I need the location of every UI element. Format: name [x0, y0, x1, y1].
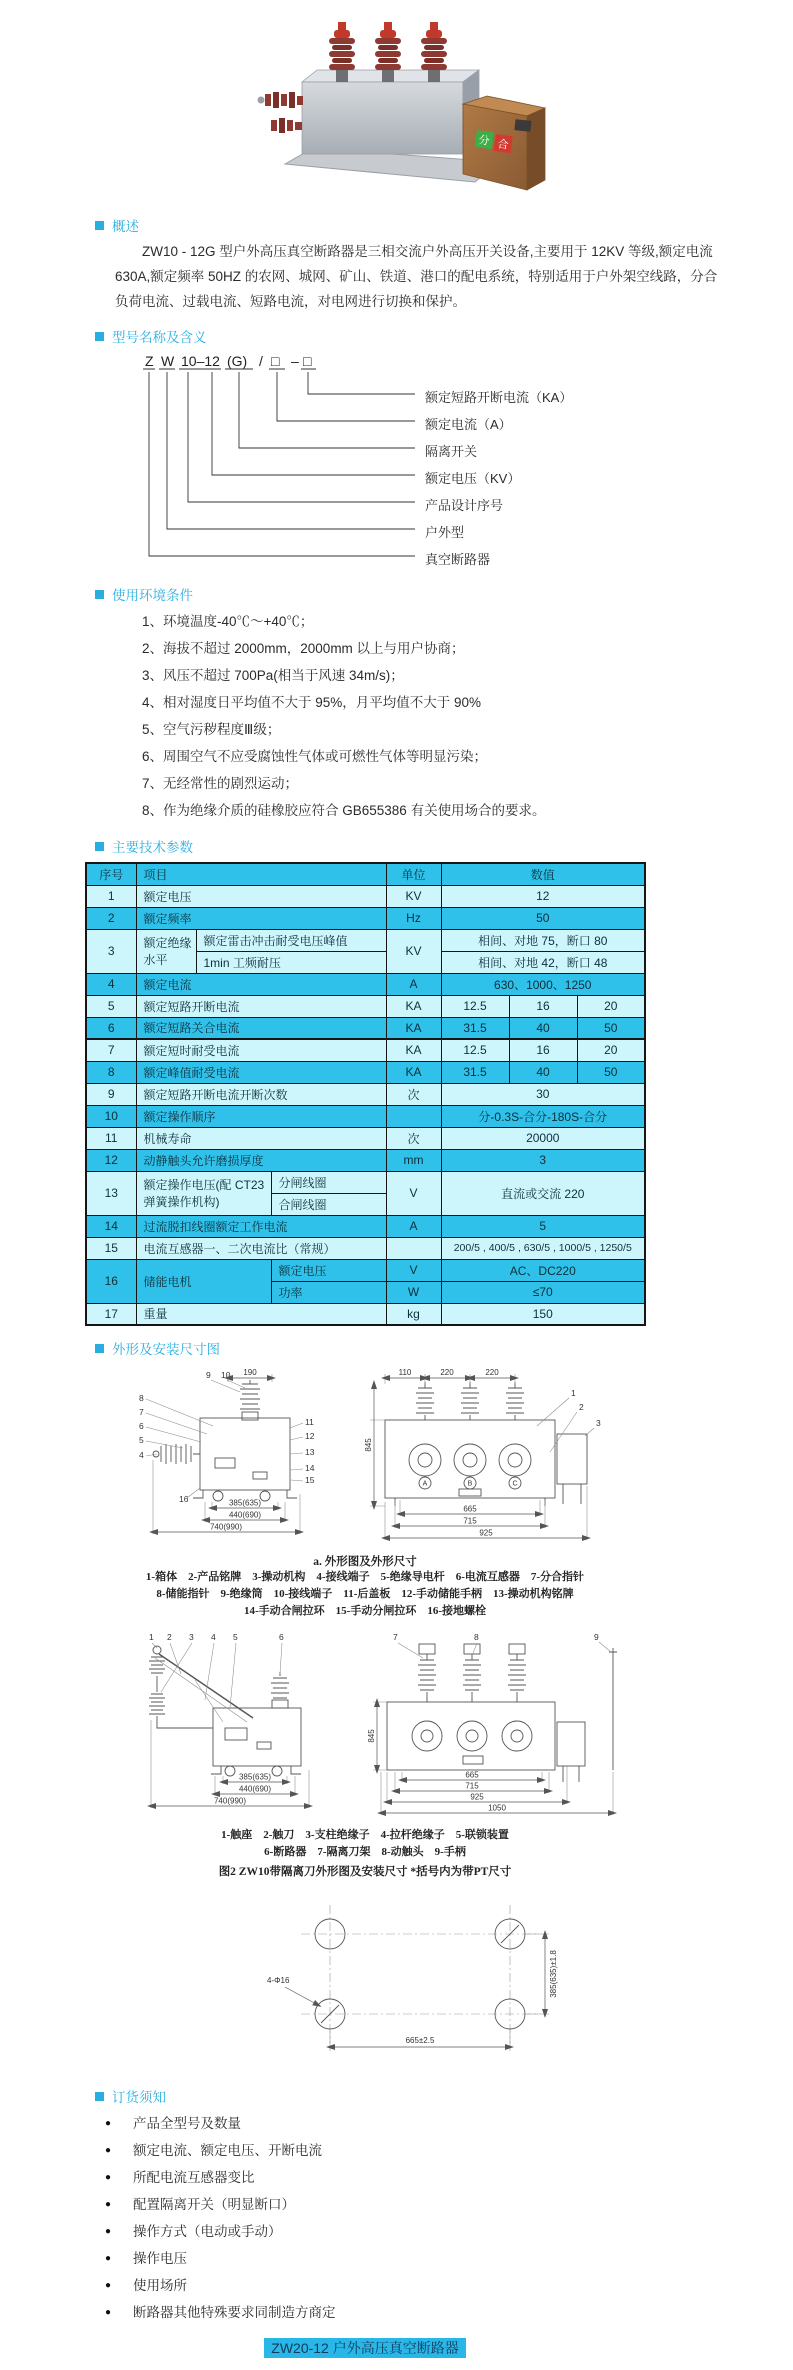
table-cell: 相间、对地 75，断口 80	[441, 929, 645, 951]
callout-number: 5	[139, 1435, 144, 1445]
dimension-label: 665±2.5	[405, 2036, 435, 2045]
section-heading-ordering	[95, 2086, 793, 2106]
figure-c	[215, 1889, 793, 2074]
ordering-note-item-text: 额定电流、额定电压、开断电流	[133, 2143, 322, 2158]
table-cell: 12	[86, 1149, 136, 1171]
phase-label: A	[422, 1480, 428, 1488]
section-title: 主要技术参数	[112, 840, 193, 855]
figure-a-drawing	[95, 1368, 635, 1546]
environment-condition-item: 6、周围空气不应受腐蚀性气体或可燃性气体等明显污染；	[142, 749, 488, 764]
table-row	[86, 885, 645, 907]
table-cell: 50	[577, 1061, 645, 1083]
table-row	[86, 973, 645, 995]
bullet-icon: ●	[105, 2145, 112, 2156]
bullet-icon: ●	[105, 2280, 112, 2291]
square-bullet-icon	[95, 332, 104, 341]
table-cell: 直流或交流 220	[441, 1171, 645, 1215]
model-label: 真空断路器	[425, 552, 491, 567]
bullet-icon: ●	[105, 2226, 112, 2237]
ordering-note-item-text: 产品全型号及数量	[133, 2116, 241, 2131]
ordering-note-item-text: 使用场所	[133, 2278, 187, 2293]
table-cell: 动静触头允许磨损厚度	[136, 1149, 386, 1171]
callout-number: 13	[305, 1447, 315, 1457]
bullet-icon: ●	[105, 2199, 112, 2210]
section-title: 使用环境条件	[112, 588, 193, 603]
table-cell: KA	[386, 1039, 441, 1061]
table-cell: 20	[577, 995, 645, 1017]
ordering-notes-list	[105, 2110, 793, 2326]
figure-legend-line: 14-手动合闸拉环 15-手动分闸拉环 16-接地螺栓	[244, 1605, 486, 1617]
section-heading-model	[95, 326, 793, 346]
table-cell: 16	[509, 995, 577, 1017]
ordering-note-item	[105, 2164, 793, 2191]
table-row	[86, 907, 645, 929]
table-cell: 额定电流	[136, 973, 386, 995]
table-cell: kg	[386, 1303, 441, 1325]
model-label: 额定电流（A）	[425, 417, 512, 432]
dimension-label: 220	[485, 1368, 499, 1377]
section-title: 型号名称及含义	[112, 330, 207, 345]
callout-number: 10	[221, 1370, 231, 1380]
ordering-note-item	[105, 2191, 793, 2218]
square-bullet-icon	[95, 1344, 104, 1353]
figure-a-caption: a. 外形图及外形尺寸	[313, 1556, 417, 1568]
table-cell: 过流脱扣线圈额定工作电流	[136, 1215, 386, 1237]
callout-number: 6	[279, 1632, 284, 1642]
photo-insulators	[329, 22, 447, 82]
table-row	[86, 1017, 645, 1039]
table-cell: 7	[86, 1039, 136, 1061]
model-label: 额定电压（KV）	[425, 471, 521, 486]
ordering-note-item-text: 配置隔离开关（明显断口）	[133, 2197, 295, 2212]
table-cell: 11	[86, 1127, 136, 1149]
figure-b	[95, 1630, 793, 1879]
photo-mechanism-box	[463, 96, 545, 190]
callout-number: 2	[167, 1632, 172, 1642]
table-cell: 15	[86, 1237, 136, 1259]
table-cell: KA	[386, 995, 441, 1017]
table-cell: KA	[386, 1061, 441, 1083]
table-row	[86, 1061, 645, 1083]
dimension-label: 740(990)	[209, 1522, 243, 1532]
table-cell: mm	[386, 1149, 441, 1171]
callout-number: 15	[305, 1475, 315, 1485]
callout-number: 8	[139, 1393, 144, 1403]
model-label: 产品设计序号	[425, 498, 504, 513]
square-bullet-icon	[95, 221, 104, 230]
table-cell: 储能电机	[136, 1259, 271, 1303]
model-code-part: /	[259, 353, 263, 369]
table-cell: 630、1000、1250	[441, 973, 645, 995]
table-row	[86, 1039, 645, 1061]
section-title: 概述	[112, 219, 139, 234]
figure-legend-line: 8-储能指针 9-绝缘筒 10-接线端子 11-后盖板 12-手动储能手柄 13-操动机构铭牌	[156, 1588, 574, 1600]
model-code-part: □	[271, 353, 280, 369]
model-code-part: 10–12	[181, 353, 220, 369]
bullet-icon: ●	[105, 2253, 112, 2264]
table-cell: AC、DC220	[441, 1259, 645, 1281]
ordering-note-item-text: 操作方式（电动或手动）	[133, 2224, 282, 2239]
hole-callout-label: 4-Φ16	[267, 1976, 290, 1985]
dimension-label: 665	[463, 1504, 477, 1514]
table-row	[86, 1259, 645, 1281]
table-cell: 8	[86, 1061, 136, 1083]
column-header: 项目	[136, 863, 386, 885]
column-header: 序号	[86, 863, 136, 885]
figure-c-drawing	[215, 1889, 595, 2069]
table-cell: 额定短路关合电流	[136, 1017, 386, 1039]
table-cell: 额定操作电压(配 CT23 弹簧操作机构)	[136, 1171, 271, 1215]
callout-number: 12	[305, 1431, 315, 1441]
table-cell: 16	[86, 1259, 136, 1303]
table-row	[86, 1215, 645, 1237]
table-cell: 5	[86, 995, 136, 1017]
table-row	[86, 995, 645, 1017]
table-cell: 相间、对地 42，断口 48	[441, 951, 645, 973]
ordering-note-item-text: 操作电压	[133, 2251, 187, 2266]
table-row	[86, 929, 645, 951]
bullet-icon: ●	[105, 2172, 112, 2183]
table-cell: 额定雷击冲击耐受电压峰值	[196, 929, 386, 951]
dimension-label: 925	[479, 1528, 493, 1538]
model-code-part: Z	[145, 353, 154, 369]
callout-number: 4	[139, 1450, 144, 1460]
photo-side-bushings	[257, 92, 303, 133]
product-photo-illustration	[247, 12, 547, 198]
footer-highlight-title: ZW20-12 户外高压真空断路器	[264, 2338, 465, 2358]
table-cell	[386, 1105, 441, 1127]
table-cell: 16	[509, 1039, 577, 1061]
callout-number: 1	[149, 1632, 154, 1642]
table-cell: V	[386, 1171, 441, 1215]
callout-number: 16	[179, 1494, 189, 1504]
table-cell: 12.5	[441, 995, 509, 1017]
table-cell	[386, 1237, 441, 1259]
table-row	[86, 1127, 645, 1149]
bullet-icon: ●	[105, 2307, 112, 2318]
dimension-label: 845	[364, 1438, 373, 1452]
table-cell: 14	[86, 1215, 136, 1237]
figure-b-caption: 图2 ZW10带隔离刀外形图及安装尺寸 *括号内为带PT尺寸	[218, 1866, 512, 1878]
model-code-part: (G)	[227, 353, 248, 369]
table-cell: 12.5	[441, 1039, 509, 1061]
bullet-icon: ●	[105, 2118, 112, 2129]
table-cell: 3	[86, 929, 136, 973]
table-header-row	[86, 863, 645, 885]
dimension-label: 925	[470, 1792, 484, 1802]
dimension-label: 190	[243, 1368, 257, 1377]
table-cell: 合闸线圈	[271, 1193, 386, 1215]
table-cell: 150	[441, 1303, 645, 1325]
dimension-label: 385(635)	[238, 1772, 272, 1782]
callout-number: 3	[596, 1418, 601, 1428]
ordering-note-item	[105, 2137, 793, 2164]
dimension-label: 740(990)	[213, 1796, 247, 1806]
table-cell: 4	[86, 973, 136, 995]
table-cell: W	[386, 1281, 441, 1303]
callout-number: 9	[594, 1632, 599, 1642]
callout-number: 5	[233, 1632, 238, 1642]
table-cell: 机械寿命	[136, 1127, 386, 1149]
environment-condition-item: 2、海拔不超过 2000mm，2000mm 以上与用户协商；	[142, 641, 465, 656]
table-cell: 6	[86, 1017, 136, 1039]
table-cell: 20	[577, 1039, 645, 1061]
dimension-label: 440(690)	[238, 1784, 272, 1794]
table-cell: KV	[386, 929, 441, 973]
table-cell: 额定电压	[271, 1259, 386, 1281]
square-bullet-icon	[95, 2092, 104, 2101]
dimension-label: 845	[367, 1729, 376, 1743]
table-cell: 31.5	[441, 1017, 509, 1039]
table-row	[86, 1105, 645, 1127]
figure-legend-line: 6-断路器 7-隔离刀架 8-动触头 9-手柄	[264, 1846, 466, 1858]
table-cell: 10	[86, 1105, 136, 1127]
callout-number: 2	[579, 1402, 584, 1412]
figure-legend-line: 1-箱体 2-产品铭牌 3-操动机构 4-接线端子 5-绝缘导电杆 6-电流互感器 7-分合指针	[145, 1571, 585, 1583]
environment-condition-item: 3、风压不超过 700Pa(相当于风速 34m/s)；	[142, 668, 404, 683]
environment-condition-item: 8、作为绝缘介质的硅橡胶应符合 GB655386 有关使用场合的要求。	[142, 803, 546, 818]
dimension-label: 440(690)	[228, 1510, 262, 1520]
callout-number: 14	[305, 1463, 315, 1473]
column-header: 数值	[441, 863, 645, 885]
table-cell: 40	[509, 1017, 577, 1039]
section-title: 订货须知	[112, 2090, 166, 2105]
table-cell: 31.5	[441, 1061, 509, 1083]
section-heading-environment	[95, 584, 793, 604]
technical-parameters-table	[85, 862, 646, 1326]
table-cell: 额定操作顺序	[136, 1105, 386, 1127]
section-title: 外形及安装尺寸图	[112, 1342, 220, 1357]
table-cell: 分-0.3S-合分-180S-合分	[441, 1105, 645, 1127]
dimension-label: 220	[440, 1368, 454, 1377]
square-bullet-icon	[95, 842, 104, 851]
model-code-part: W	[161, 353, 175, 369]
table-cell: 50	[577, 1017, 645, 1039]
table-cell: 50	[441, 907, 645, 929]
ordering-note-item	[105, 2245, 793, 2272]
table-cell: KV	[386, 885, 441, 907]
ordering-note-item	[105, 2110, 793, 2137]
table-cell: 分闸线圈	[271, 1171, 386, 1193]
table-cell: KA	[386, 1017, 441, 1039]
table-cell: A	[386, 1215, 441, 1237]
figure-b-drawing	[95, 1630, 635, 1822]
photo-close-label-text: 合	[496, 138, 509, 152]
table-cell: 12	[441, 885, 645, 907]
table-cell: 20000	[441, 1127, 645, 1149]
section-heading-parameters	[95, 836, 793, 856]
table-cell: V	[386, 1259, 441, 1281]
table-cell: 次	[386, 1127, 441, 1149]
dimension-label: 665	[465, 1770, 479, 1780]
callout-number: 8	[474, 1632, 479, 1642]
callout-number: 7	[393, 1632, 398, 1642]
figure-legend-line: 1-触座 2-触刀 3-支柱绝缘子 4-拉杆绝缘子 5-联锁装置	[221, 1829, 509, 1841]
ordering-note-item-text: 所配电流互感器变比	[133, 2170, 255, 2185]
table-cell: 5	[441, 1215, 645, 1237]
table-cell: 功率	[271, 1281, 386, 1303]
model-code-part: –	[291, 353, 299, 369]
model-code-part: □	[303, 353, 312, 369]
table-cell: 额定电压	[136, 885, 386, 907]
callout-number: 6	[139, 1421, 144, 1431]
section-heading-drawings	[95, 1338, 793, 1358]
table-row	[86, 1237, 645, 1259]
section-heading-overview	[95, 215, 793, 235]
table-row	[86, 1171, 645, 1193]
footer	[85, 2334, 645, 2370]
table-cell: 40	[509, 1061, 577, 1083]
phase-label: C	[512, 1480, 518, 1488]
table-cell: 次	[386, 1083, 441, 1105]
table-cell: ≤70	[441, 1281, 645, 1303]
table-cell: 电流互感器一、二次电流比（常规）	[136, 1237, 386, 1259]
environment-condition-item: 5、空气污秽程度Ⅲ级；	[142, 722, 281, 737]
square-bullet-icon	[95, 590, 104, 599]
table-row	[86, 1149, 645, 1171]
dimension-label: 385(635)±1.8	[549, 1950, 558, 1998]
figure-b-legend	[95, 1827, 635, 1861]
column-header: 单位	[386, 863, 441, 885]
photo-breaker-body	[302, 82, 463, 154]
table-cell: 重量	[136, 1303, 386, 1325]
overview-paragraph: ZW10 - 12G 型户外高压真空断路器是三相交流户外高压开关设备,主要用于 12KV 等级,额定电流 630A,额定频率 50HZ 的农网、城网、矿山、铁道、港口的配电系统，特别适用于户外架空线路，分合负荷电流、过载电流、短路电流，对电网进行切换和保护。	[115, 244, 718, 309]
environment-condition-item: 1、环境温度-40℃～+40℃；	[142, 614, 314, 629]
model-label: 额定短路开断电流（KA）	[425, 390, 573, 405]
photo-open-label-text: 分	[477, 134, 490, 148]
table-cell: 17	[86, 1303, 136, 1325]
table-row	[86, 1303, 645, 1325]
table-cell: 1	[86, 885, 136, 907]
phase-label: B	[467, 1480, 473, 1488]
table-cell: 额定频率	[136, 907, 386, 929]
callout-number: 9	[206, 1370, 211, 1380]
dimension-label: 1050	[488, 1803, 506, 1813]
table-cell: 3	[441, 1149, 645, 1171]
dimension-label: 110	[398, 1368, 412, 1377]
dimension-label: 715	[463, 1516, 477, 1526]
table-cell: 30	[441, 1083, 645, 1105]
product-photo	[0, 12, 793, 203]
table-row	[86, 1083, 645, 1105]
table-cell: 额定短时耐受电流	[136, 1039, 386, 1061]
table-cell: 额定绝缘水平	[136, 929, 196, 973]
callout-number: 7	[139, 1407, 144, 1417]
dimension-label: 715	[465, 1781, 479, 1791]
environment-conditions-list	[142, 608, 793, 824]
callout-number: 3	[189, 1632, 194, 1642]
table-cell: 200/5 , 400/5 , 630/5 , 1000/5 , 1250/5	[441, 1237, 645, 1259]
environment-condition-item: 4、相对湿度日平均值不大于 95%，月平均值不大于 90%	[142, 695, 482, 710]
ordering-note-item-text: 断路器其他特殊要求同制造方商定	[133, 2305, 336, 2320]
table-cell: 9	[86, 1083, 136, 1105]
ordering-note-item	[105, 2299, 793, 2326]
model-designation-diagram	[115, 350, 655, 572]
model-label: 隔离开关	[425, 444, 478, 459]
figure-a	[95, 1368, 793, 1620]
callout-number: 11	[305, 1417, 314, 1427]
table-cell: 额定短路开断电流开断次数	[136, 1083, 386, 1105]
dimension-label: 385(635)	[228, 1498, 262, 1508]
table-cell: A	[386, 973, 441, 995]
figure-a-legend	[95, 1569, 635, 1620]
callout-number: 4	[211, 1632, 216, 1642]
table-cell: 额定峰值耐受电流	[136, 1061, 386, 1083]
photo-nameplate	[514, 119, 531, 132]
table-cell: 13	[86, 1171, 136, 1215]
ordering-note-item	[105, 2272, 793, 2299]
environment-condition-item: 7、无经常性的剧烈运动；	[142, 776, 299, 791]
table-cell: 2	[86, 907, 136, 929]
table-cell: Hz	[386, 907, 441, 929]
callout-number: 1	[571, 1388, 576, 1398]
table-cell: 额定短路开断电流	[136, 995, 386, 1017]
table-cell: 1min 工频耐压	[196, 951, 386, 973]
model-label: 户外型	[425, 525, 465, 540]
ordering-note-item	[105, 2218, 793, 2245]
